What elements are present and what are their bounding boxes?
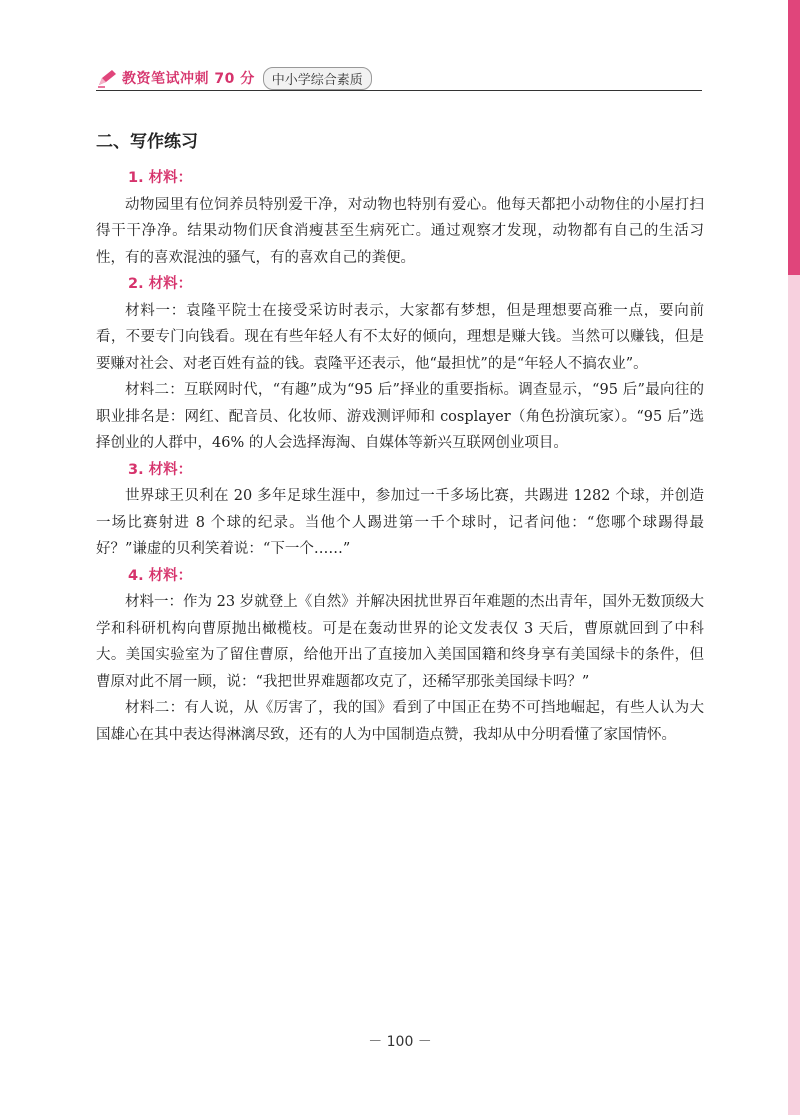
side-tab-accent [788,0,800,275]
page-number: － 100 － [368,1034,432,1050]
material-block [96,457,704,563]
side-tab-light [788,275,800,1115]
materials-content [96,165,704,748]
material-paragraph: 动物园里有位饲养员特别爱干净，对动物也特别有爱心。他每天都把小动物住的小屋打扫得干干净净。结果动物们厌食消瘦甚至生病死亡。通过观察才发现，动物都有自己的生活习性，有的喜欢混浊的骚气，有的喜欢自己的粪便。 [96,196,704,266]
material-label: 2. 材料： [128,276,193,292]
material-paragraph: 材料一：袁隆平院士在接受采访时表示，大家都有梦想，但是理想要高雅一点，要向前看，不要专门向钱看。现在有些年轻人有不太好的倾向，理想是赚大钱。当然可以赚钱，但是要赚对社会、对老百姓有益的钱。袁隆平还表示，他“最担忧”的是“年轻人不搞农业”。 [96,302,704,372]
material-label: 1. 材料： [128,170,193,186]
material-label: 3. 材料： [128,461,193,478]
material-block [96,563,704,749]
material-block [96,165,704,271]
pencil-icon [96,68,118,88]
material-paragraph: 世界球王贝利在 20 多年足球生涯中，参加过一千多场比赛，共踢进 1282 个球，并创造一场比赛射进 8 个球的纪录。当他个人踢进第一千个球时，记者问他：“您哪个球踢得最好？”谦虚的贝利笑着说：“下一个……” [96,488,704,557]
material-label: 4. 材料： [128,567,193,584]
material-paragraph: 材料一：作为 23 岁就登上《自然》并解决困扰世界百年难题的杰出青年，国外无数顶级大学和科研机构向曹原抛出橄榄枝。可是在轰动世界的论文发表仅 3 天后，曹原就回到了中科大。美国实验室为了留住曹原，给他开出了直接加入美国国籍和终身享有美国绿卡的条件，但曹原对此不屑一顾，说：“我把世界难题都攻克了，还稀罕那张美国绿卡吗？” [96,594,704,690]
material-paragraph: 材料二：有人说，从《厉害了，我的国》看到了中国正在势不可挡地崛起，有些人认为大国雄心在其中表达得淋漓尽致，还有的人为中国制造点赞，我却从中分明看懂了家国情怀。 [96,700,704,743]
page-header [96,66,702,91]
header-title: 教资笔试冲刺 70 分 [122,71,255,87]
material-paragraph: 材料二：互联网时代，“有趣”成为“95 后”择业的重要指标。调查显示，“95 后”最向往的职业排名是：网红、配音员、化妆师、游戏测评师和 cosplayer（角色扮演玩家）。“95 后”选择创业的人群中，46% 的人会选择海淘、自媒体等新兴互联网创业项目。 [96,382,704,451]
section-title: 二、写作练习 [96,132,198,152]
header-badge: 中小学综合素质 [263,67,372,90]
material-block [96,271,704,457]
